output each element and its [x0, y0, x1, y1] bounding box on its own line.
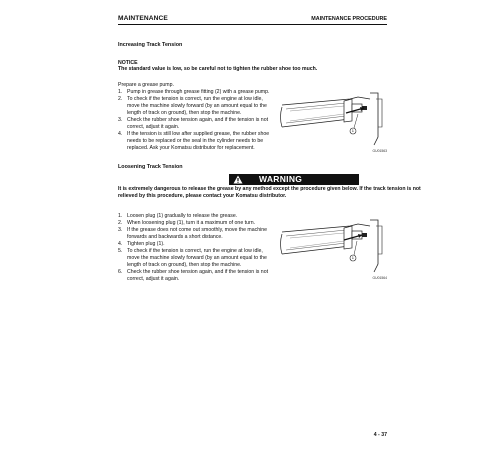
- plug-figure: [280, 212, 387, 282]
- chapter-title: MAINTENANCE PROCEDURE: [311, 15, 387, 22]
- warning-text-line-2: relieved by this procedure, please contact your Komatsu distributor.: [118, 193, 287, 199]
- warning-triangle-icon: [233, 175, 243, 184]
- list-item: 1. Loosen plug (1) gradually to release the grease.: [118, 213, 238, 219]
- header-rule: [118, 24, 387, 25]
- loosening-title: Loosening Track Tension: [118, 164, 183, 170]
- figure-caption: GU01563: [372, 149, 387, 153]
- list-item: 5. To check if the tension is correct, run the engine at low idle, move the machine slowly forward (by an amount equal to the length of track on ground), then stop the machine.: [118, 248, 267, 268]
- list-item: 4. Tighten plug (1).: [118, 241, 165, 247]
- track-adjuster-drawing: [280, 87, 387, 155]
- list-item: 4. If the tension is still low after supplied grease, the rubber shoe needs to be replaced or the seal in the cylinder needs to be replaced. Ask your Komatsu distributor for replacement.: [118, 131, 270, 151]
- increasing-title: Increasing Track Tension: [118, 42, 183, 48]
- warning-text-line-1: It is extremely dangerous to release the grease by any method except the procedure given below. If the track tension is not: [118, 186, 421, 192]
- page-number: 4 - 37: [373, 432, 387, 438]
- list-item: 3. Check the rubber shoe tension again, and if the tension is not correct, adjust it again.: [118, 117, 269, 130]
- section-title: MAINTENANCE: [118, 15, 168, 22]
- warning-banner: [229, 174, 359, 185]
- warning-label: WARNING: [259, 174, 303, 184]
- grease-fitting-figure: [280, 87, 387, 155]
- loosening-steps: [118, 213, 268, 283]
- notice-text: The standard value is low, so be careful not to tighten the rubber shoe too much.: [118, 66, 318, 72]
- increasing-intro: Prepare a grease pump.: [118, 82, 174, 88]
- figure-callout-1: 1: [351, 254, 354, 260]
- list-item: 2. When loosening plug (1), turn it a maximum of one turn.: [118, 220, 256, 226]
- figure-callout-1: 1: [351, 127, 354, 133]
- track-adjuster-drawing-2: [280, 212, 387, 282]
- list-item: 2. To check if the tension is correct, run the engine at low idle, move the machine slowly forward (by an amount equal to the length of track on ground), then stop the machine.: [118, 96, 267, 116]
- increasing-steps: [118, 89, 269, 152]
- list-item: 6. Check the rubber shoe tension again, and if the tension is not correct, adjust it again.: [118, 269, 269, 282]
- figure-caption: GU01564: [372, 276, 387, 280]
- list-item: 1. Pump in grease through grease fitting (2) with a grease pump.: [118, 89, 270, 95]
- list-item: 3. If the grease does not come out smoothly, move the machine forwards and backwards a short distance.: [118, 227, 268, 240]
- notice-label: NOTICE: [118, 60, 138, 66]
